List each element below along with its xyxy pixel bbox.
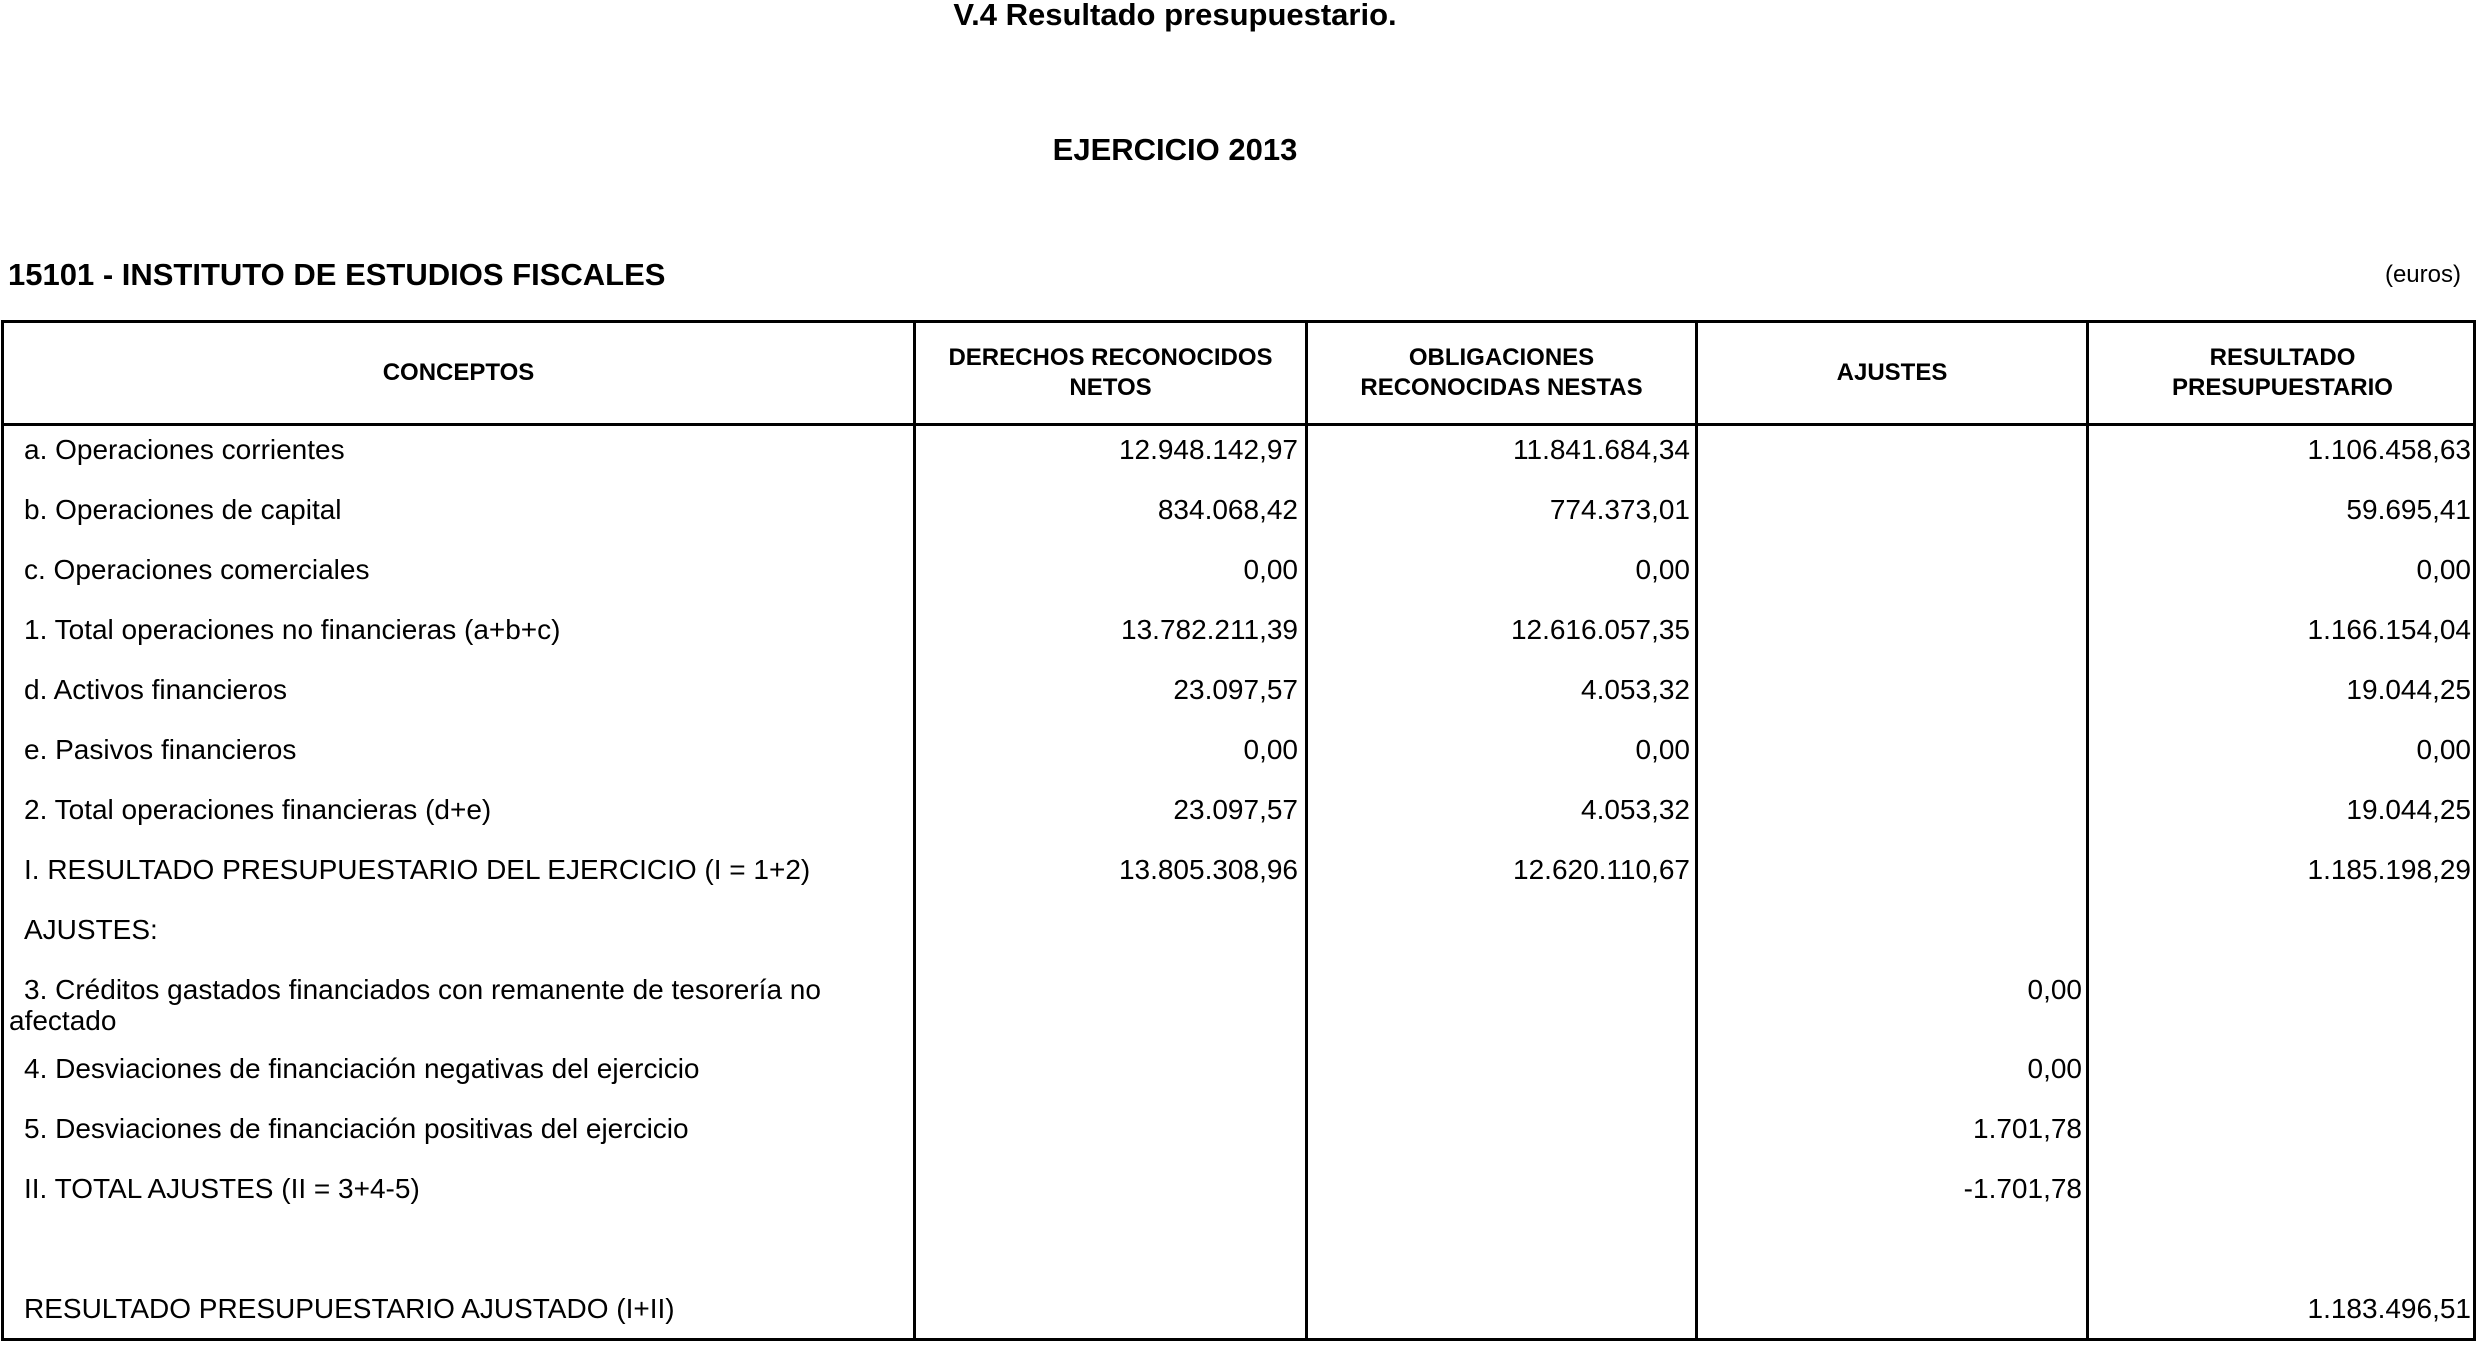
row-concept: c. Operaciones comerciales	[24, 554, 370, 585]
table-row	[4, 1045, 2473, 1105]
row-concept: 5. Desviaciones de financiación positivas del ejercicio	[24, 1113, 689, 1144]
row-concept: I. RESULTADO PRESUPUESTARIO DEL EJERCICIO (I = 1+2)	[24, 854, 811, 885]
table-row	[4, 486, 2473, 546]
table-row	[4, 666, 2473, 726]
header-obligaciones: OBLIGACIONES RECONOCIDAS NESTAS	[1360, 344, 1643, 401]
cell-resultado: 59.695,41	[2346, 494, 2471, 525]
row-concept: b. Operaciones de capital	[24, 494, 342, 525]
cell-obligaciones: 0,00	[1635, 554, 1690, 585]
table-row	[4, 786, 2473, 846]
cell-resultado: 1.106.458,63	[2307, 434, 2471, 465]
header-conceptos: CONCEPTOS	[382, 359, 535, 386]
row-concept: AJUSTES:	[24, 914, 158, 945]
cell-resultado: 0,00	[2416, 554, 2471, 585]
cell-derechos: 13.805.308,96	[1118, 854, 1298, 885]
section-title: V.4 Resultado presupuestario.	[953, 0, 1397, 32]
cell-obligaciones: 774.373,01	[1549, 494, 1690, 525]
row-concept: RESULTADO PRESUPUESTARIO AJUSTADO (I+II)	[24, 1293, 675, 1324]
table-row	[4, 1285, 2473, 1345]
cell-resultado: 0,00	[2416, 734, 2471, 765]
cell-derechos: 0,00	[1243, 734, 1298, 765]
table-row	[4, 426, 2473, 486]
cell-derechos: 834.068,42	[1157, 494, 1298, 525]
row-concept: 4. Desviaciones de financiación negativas del ejercicio	[24, 1053, 700, 1084]
header-derechos: DERECHOS RECONOCIDOS NETOS	[948, 344, 1273, 401]
cell-resultado: 1.185.198,29	[2307, 854, 2471, 885]
header-resultado: RESULTADO PRESUPUESTARIO	[2172, 344, 2393, 401]
cell-ajustes: -1.701,78	[1963, 1173, 2082, 1204]
cell-resultado: 19.044,25	[2346, 794, 2471, 825]
cell-obligaciones: 11.841.684,34	[1513, 434, 1690, 465]
row-concept: a. Operaciones corrientes	[24, 434, 345, 465]
cell-ajustes: 0,00	[2027, 974, 2082, 1005]
table-row	[4, 726, 2473, 786]
cell-obligaciones: 0,00	[1635, 734, 1690, 765]
row-concept: 3. Créditos gastados financiados con remanente de tesorería no afectado	[9, 974, 821, 1036]
table-row	[4, 546, 2473, 606]
cell-derechos: 13.782.211,39	[1121, 614, 1298, 645]
row-concept: 1. Total operaciones no financieras (a+b+c)	[24, 614, 561, 645]
cell-derechos: 23.097,57	[1173, 794, 1298, 825]
table-row	[4, 906, 2473, 966]
table-row	[4, 1105, 2473, 1165]
row-concept: e. Pasivos financieros	[24, 734, 297, 765]
cell-resultado: 1.183.496,51	[2307, 1293, 2471, 1324]
cell-obligaciones: 12.620.110,67	[1513, 854, 1690, 885]
exercise-title: EJERCICIO 2013	[1052, 132, 1298, 167]
header-ajustes: AJUSTES	[1836, 359, 1948, 386]
cell-ajustes: 1.701,78	[1973, 1113, 2082, 1144]
table-row	[4, 846, 2473, 906]
cell-resultado: 1.166.154,04	[2307, 614, 2471, 645]
cell-derechos: 23.097,57	[1173, 674, 1298, 705]
cell-obligaciones: 12.616.057,35	[1510, 614, 1690, 645]
row-concept: II. TOTAL AJUSTES (II = 3+4-5)	[24, 1173, 420, 1204]
entity-title: 15101 - INSTITUTO DE ESTUDIOS FISCALES	[8, 257, 666, 292]
cell-derechos: 0,00	[1243, 554, 1298, 585]
budget-result-table	[1, 320, 2476, 1341]
cell-obligaciones: 4.053,32	[1581, 794, 1690, 825]
table-row	[4, 1165, 2473, 1225]
cell-derechos: 12.948.142,97	[1118, 434, 1298, 465]
row-concept: d. Activos financieros	[24, 674, 288, 705]
row-concept: 2. Total operaciones financieras (d+e)	[24, 794, 492, 825]
cell-resultado: 19.044,25	[2346, 674, 2471, 705]
units-label: (euros)	[2384, 261, 2461, 288]
cell-obligaciones: 4.053,32	[1581, 674, 1690, 705]
cell-ajustes: 0,00	[2027, 1053, 2082, 1084]
table-row	[4, 966, 2473, 1045]
table-row	[4, 606, 2473, 666]
